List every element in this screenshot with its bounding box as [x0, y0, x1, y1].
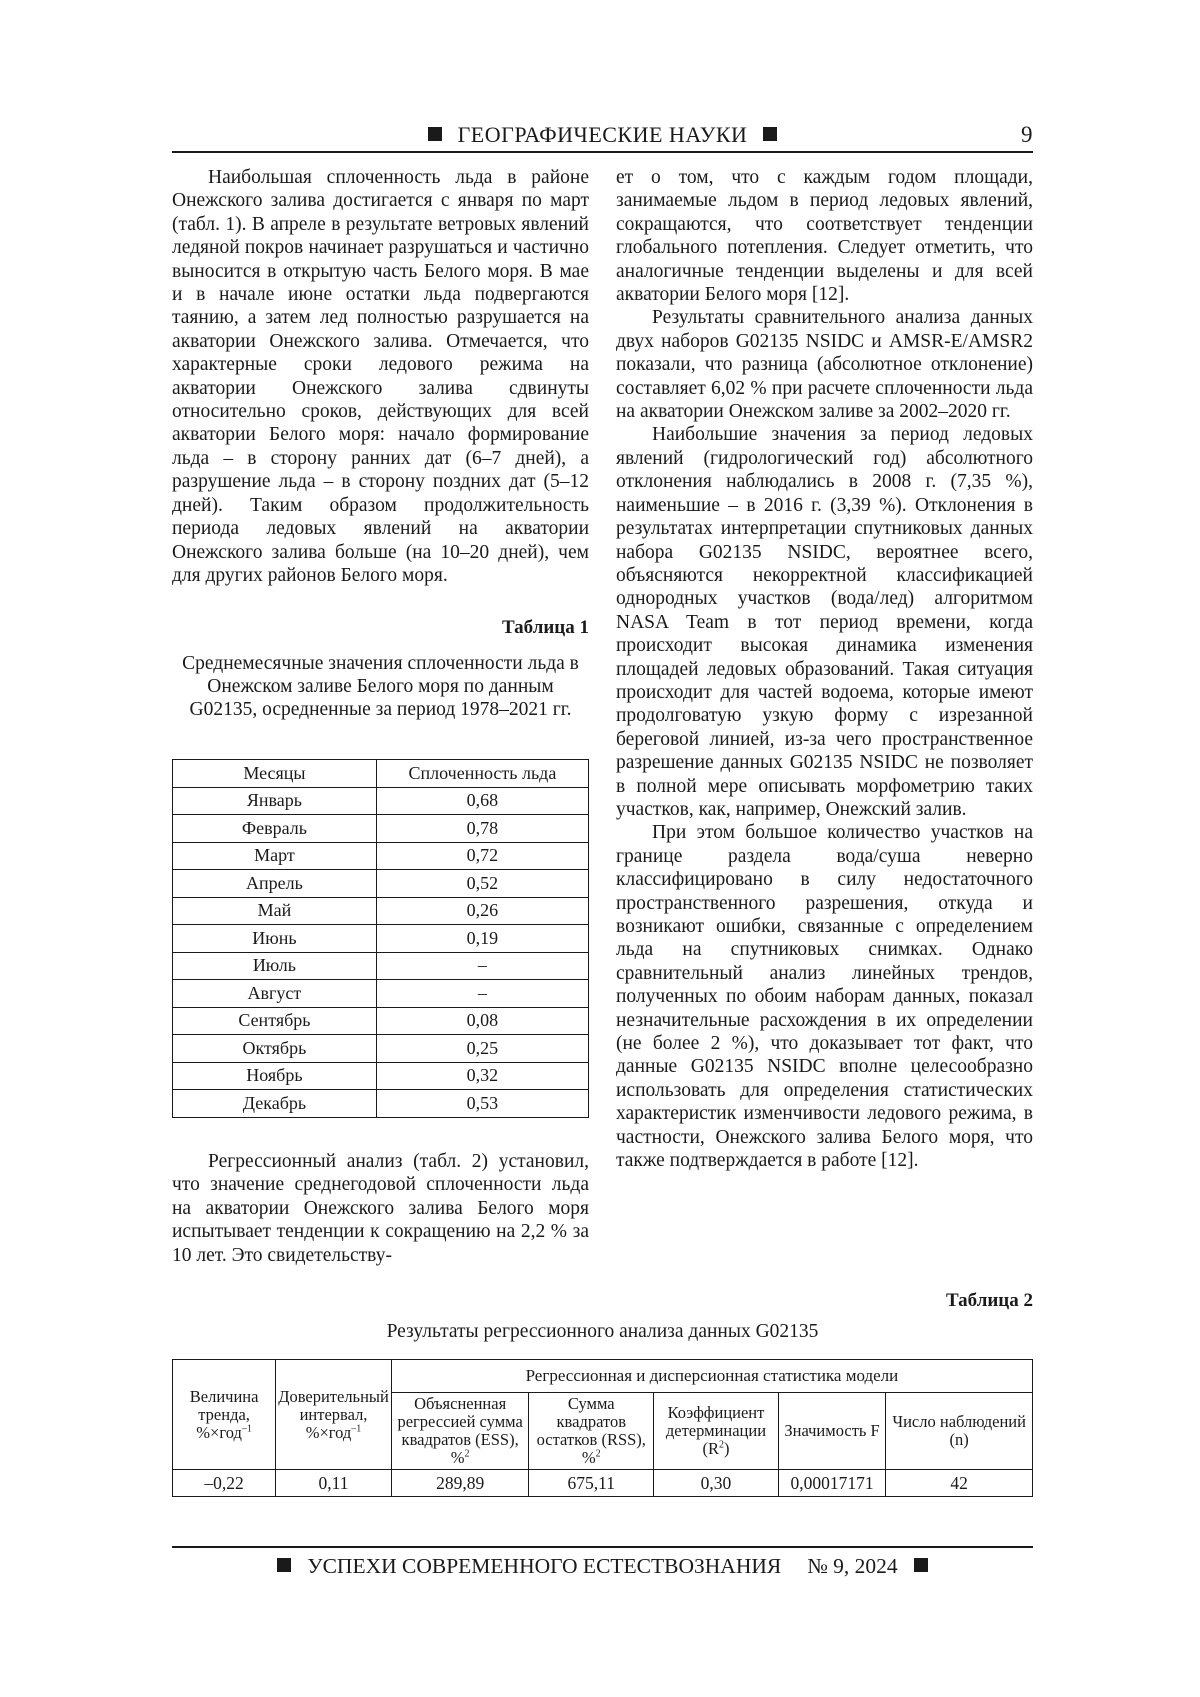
table-row — [173, 1470, 1033, 1497]
month-cell: Ноябрь — [173, 1062, 377, 1090]
value-cell: – — [376, 980, 588, 1008]
value-cell: 0,26 — [376, 897, 588, 925]
interval-cell: 0,11 — [276, 1470, 392, 1497]
square-bullet-icon — [763, 127, 777, 141]
ess-cell: 289,89 — [391, 1470, 529, 1497]
rss-cell: 675,11 — [529, 1470, 654, 1497]
journal-title: УСПЕХИ СОВРЕМЕННОГО ЕСТЕСТВОЗНАНИЯ — [307, 1554, 781, 1578]
table-row — [173, 870, 589, 898]
month-cell: Август — [173, 980, 377, 1008]
month-cell: Февраль — [173, 815, 377, 843]
table-row — [173, 842, 589, 870]
table2 — [172, 1359, 1033, 1497]
f-cell: 0,00017171 — [778, 1470, 886, 1497]
page-number: 9 — [1021, 122, 1033, 148]
header-n: Число наблюдений (n) — [886, 1393, 1033, 1470]
value-cell: 0,52 — [376, 870, 588, 898]
value-cell: 0,08 — [376, 1007, 588, 1035]
table-row — [173, 980, 589, 1008]
section-title: ГЕОГРАФИЧЕСКИЕ НАУКИ — [458, 122, 748, 147]
table1-caption: Среднемесячные значения сплоченности льда в Онежском заливе Белого моря по данным G02135, осредненные за период 1978–2021 гг. — [172, 652, 589, 721]
right-column — [616, 166, 1033, 1172]
table1-label: Таблица 1 — [172, 617, 589, 639]
table-row — [173, 1035, 589, 1063]
table-row — [173, 925, 589, 953]
value-cell: 0,53 — [376, 1090, 588, 1118]
month-cell: Апрель — [173, 870, 377, 898]
month-cell: Январь — [173, 787, 377, 815]
square-bullet-icon — [428, 127, 442, 141]
r2-cell: 0,30 — [654, 1470, 779, 1497]
header-divider — [172, 151, 1033, 153]
table-header-row — [173, 1360, 1033, 1393]
value-cell: 0,32 — [376, 1062, 588, 1090]
header-group: Регрессионная и дисперсионная статистика модели — [391, 1360, 1032, 1393]
header-rss: Сумма квадратов остатков (RSS), %2 — [529, 1393, 654, 1470]
header-trend: Величина тренда, %×год–1 — [173, 1360, 276, 1470]
value-cell: – — [376, 952, 588, 980]
month-cell: Декабрь — [173, 1090, 377, 1118]
left-column — [172, 166, 589, 587]
footer-divider — [172, 1546, 1033, 1548]
month-cell: Июль — [173, 952, 377, 980]
table-row — [173, 1007, 589, 1035]
header-f: Значимость F — [778, 1393, 886, 1470]
value-cell: 0,72 — [376, 842, 588, 870]
running-footer — [172, 1554, 1033, 1579]
paragraph: Наибольшие значения за период ледовых явлений (гидрологический год) абсолютного отклонения наблюдались в 2008 г. (7,35 %), наименьшие – в 2016 г. (3,39 %). Отклонения в результатах интерпретации спутниковых данных набора G02135 NSIDC, вероятнее всего, объясняются некорректной классификацией однородных участков (вода/лед) алгоритмом NASA Team в тот период времени, когда происходит высокая динамика изменения площадей ледовых образований. Такая ситуация происходит для частей водоема, которые имеют продолговатую узкую форму с изрезанной береговой линией, из-за чего пространственное разрешение данных G02135 NSIDC не позволяет в полной мере описывать морфометрию таких участков, как, например, Онежский залив. — [616, 423, 1033, 821]
table-row — [173, 952, 589, 980]
value-cell: 0,25 — [376, 1035, 588, 1063]
header-r2: Коэффициент детерминации (R2) — [654, 1393, 779, 1470]
value-cell: 0,68 — [376, 787, 588, 815]
header-ess: Объясненная регрессией сумма квадратов (ESS), %2 — [391, 1393, 529, 1470]
value-cell: 0,78 — [376, 815, 588, 843]
square-bullet-icon — [914, 1558, 928, 1572]
trend-cell: –0,22 — [173, 1470, 276, 1497]
header-interval: Доверительный интервал, %×год–1 — [276, 1360, 392, 1470]
table-row — [173, 897, 589, 925]
square-bullet-icon — [277, 1558, 291, 1572]
month-cell: Октябрь — [173, 1035, 377, 1063]
paragraph: Результаты сравнительного анализа данных двух наборов G02135 NSIDC и AMSR-E/AMSR2 показали, что разница (абсолютное отклонение) составляет 6,02 % при расчете сплоченности льда на акватории Онежском заливе за 2002–2020 гг. — [616, 306, 1033, 423]
paragraph: При этом большое количество участков на границе раздела вода/суша неверно классифицировано в силу недостаточного пространственного разрешения, откуда и возникают ошибки, связанные с определением льда на спутниковых снимках. Однако сравнительный анализ линейных трендов, полученных по обоим наборам данных, показал незначительные расхождения в их определении (не более 2 %), что доказывает тот факт, что данные G02135 NSIDC вполне целесообразно использовать для определения статистических характеристик изменчивости ледового режима, в частности, Онежского залива Белого моря, что также подтверждается в работе [12]. — [616, 821, 1033, 1172]
month-cell: Сентябрь — [173, 1007, 377, 1035]
paragraph: Регрессионный анализ (табл. 2) установил, что значение среднегодовой сплоченности льда на акватории Онежского залива Белого моря испытывает тенденции к сокращению на 2,2 % за 10 лет. Это свидетельству- — [172, 1150, 589, 1267]
table-row — [173, 1090, 589, 1118]
table-header-row — [173, 760, 589, 788]
paragraph: Наибольшая сплоченность льда в районе Онежского залива достигается с января по март (табл. 1). В апреле в результате ветровых явлений ледяной покров начинает разрушаться и частично выносится в открытую часть Белого моря. В мае и в начале июне остатки льда подвергаются таянию, а затем лед полностью разрушается на акватории Онежского залива. Отмечается, что характерные сроки ледового режима на акватории Онежского залива сдвинуты относительно сроков, действующих для всей акватории Белого моря: начало формирование льда – в сторону ранних дат (6–7 дней), а разрушение льда – в сторону поздних дат (5–12 дней). Таким образом продолжительность периода ледовых явлений на акватории Онежского залива больше (на 10–20 дней), чем для других районов Белого моря. — [172, 166, 589, 587]
table-row — [173, 1062, 589, 1090]
month-cell: Март — [173, 842, 377, 870]
column-header-month: Месяцы — [173, 760, 377, 788]
table2-caption: Результаты регрессионного анализа данных G02135 — [172, 1320, 1033, 1343]
running-header — [172, 122, 1033, 148]
month-cell: Июнь — [173, 925, 377, 953]
table1 — [172, 759, 589, 1118]
table-row — [173, 787, 589, 815]
left-column-lower — [172, 1150, 589, 1267]
table-row — [173, 815, 589, 843]
column-header-value: Сплоченность льда — [376, 760, 588, 788]
issue-number: № 9, 2024 — [807, 1554, 897, 1578]
n-cell: 42 — [886, 1470, 1033, 1497]
value-cell: 0,19 — [376, 925, 588, 953]
month-cell: Май — [173, 897, 377, 925]
table2-label: Таблица 2 — [616, 1290, 1033, 1312]
paragraph: ет о том, что с каждым годом площади, занимаемые льдом в период ледовых явлений, сокращаются, что соответствует тенденции глобального потепления. Следует отметить, что аналогичные тенденции выделены и для всей акватории Белого моря [12]. — [616, 166, 1033, 306]
